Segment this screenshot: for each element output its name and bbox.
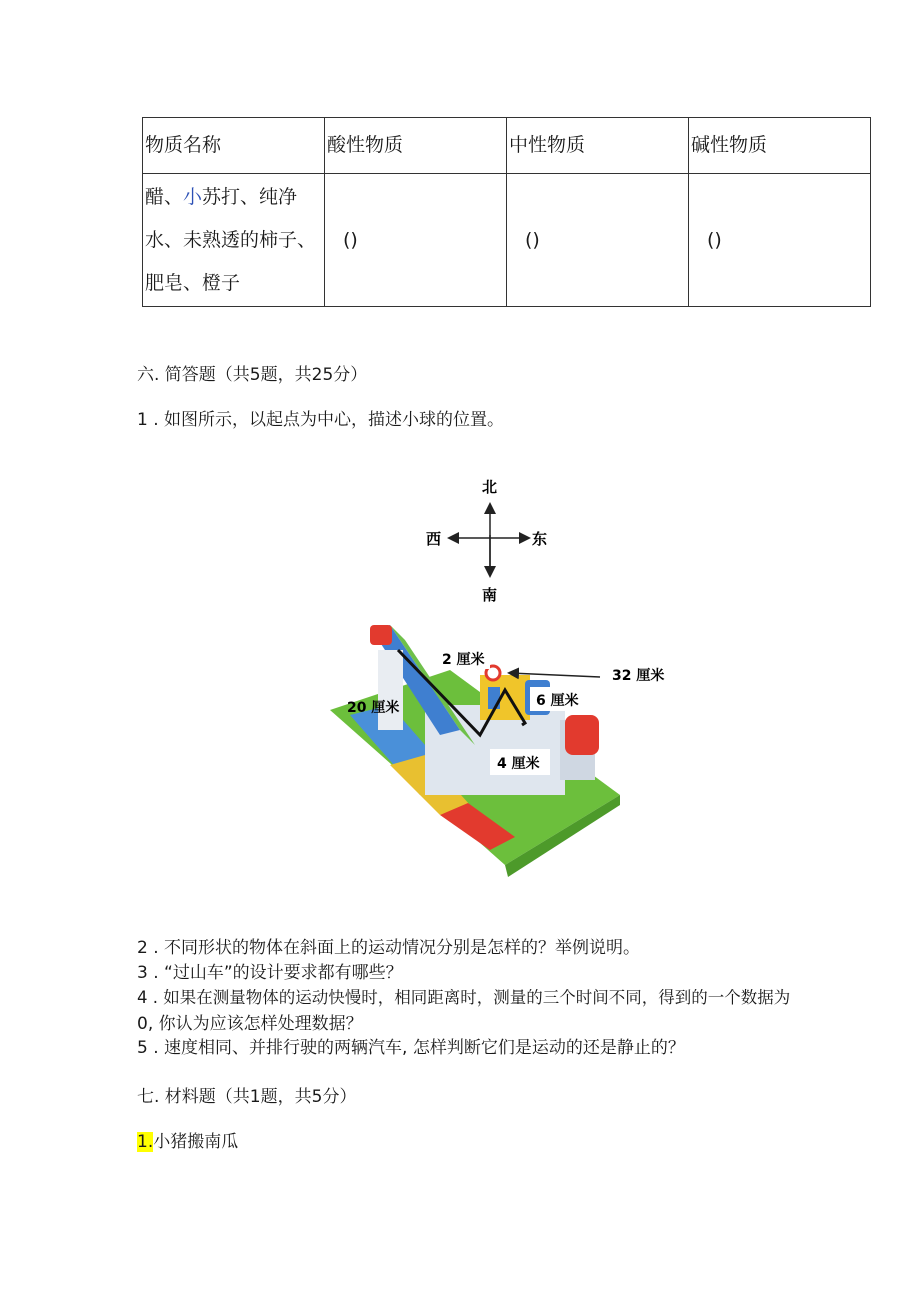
neutral-blank[interactable]: () bbox=[507, 174, 689, 307]
label-20cm: 20 厘米 bbox=[347, 700, 400, 716]
question-3: 3 . “过山车”的设计要求都有哪些？ bbox=[137, 963, 403, 983]
header-neutral: 中性物质 bbox=[507, 118, 689, 174]
section6-title: 六. 简答题（共5题，共25分） bbox=[137, 365, 368, 385]
question-5: 5 . 速度相同、并排行驶的两辆汽车, 怎样判断它们是运动的还是静止的？ bbox=[137, 1038, 685, 1058]
south-label: 南 bbox=[482, 586, 498, 604]
item-text: 小猪搬南瓜 bbox=[153, 1132, 239, 1152]
red-curve-track bbox=[565, 715, 599, 755]
question-4-line1: 4 . 如果在测量物体的运动快慢时，相同距离时，测量的三个时间不同，得到的一个数据为 bbox=[137, 988, 791, 1007]
substance-line-1: 醋、小苏打、纯净 bbox=[145, 185, 298, 208]
label-2cm: 2 厘米 bbox=[442, 652, 485, 668]
top-yellow bbox=[480, 675, 530, 720]
east-label: 东 bbox=[532, 530, 548, 548]
header-substance-name: 物质名称 bbox=[143, 118, 325, 174]
header-acidic: 酸性物质 bbox=[325, 118, 507, 174]
label-32cm: 32 厘米 bbox=[612, 668, 665, 684]
top-blue bbox=[488, 687, 500, 709]
label-4cm: 4 厘米 bbox=[497, 756, 540, 772]
item-number-highlight: 1. bbox=[137, 1132, 154, 1152]
classification-table bbox=[142, 117, 871, 307]
question-4-line2: 0, 你认为应该怎样处理数据？ bbox=[137, 1014, 363, 1034]
ramp-top-red bbox=[370, 625, 392, 645]
acidic-blank[interactable]: () bbox=[325, 174, 507, 307]
question-2: 2 . 不同形状的物体在斜面上的运动情况分别是怎样的？举例说明。 bbox=[137, 938, 641, 958]
ramp-support bbox=[378, 650, 403, 730]
roller-coaster-figure bbox=[330, 465, 690, 895]
substance-line-3: 肥皂、橙子 bbox=[145, 271, 241, 294]
label-6cm: 6 厘米 bbox=[536, 693, 579, 709]
west-label: 西 bbox=[426, 530, 442, 548]
question-1: 1 . 如图所示，以起点为中心，描述小球的位置。 bbox=[137, 410, 505, 430]
material-item-1 bbox=[137, 1127, 238, 1152]
substance-line-2: 水、未熟透的柿子、 bbox=[145, 228, 317, 251]
compass bbox=[426, 478, 547, 604]
substance-list-cell bbox=[143, 174, 325, 307]
header-alkaline: 碱性物质 bbox=[689, 118, 871, 174]
alkaline-blank[interactable]: () bbox=[689, 174, 871, 307]
north-label: 北 bbox=[482, 478, 498, 496]
section7-title: 七. 材料题（共1题，共5分） bbox=[137, 1087, 357, 1107]
